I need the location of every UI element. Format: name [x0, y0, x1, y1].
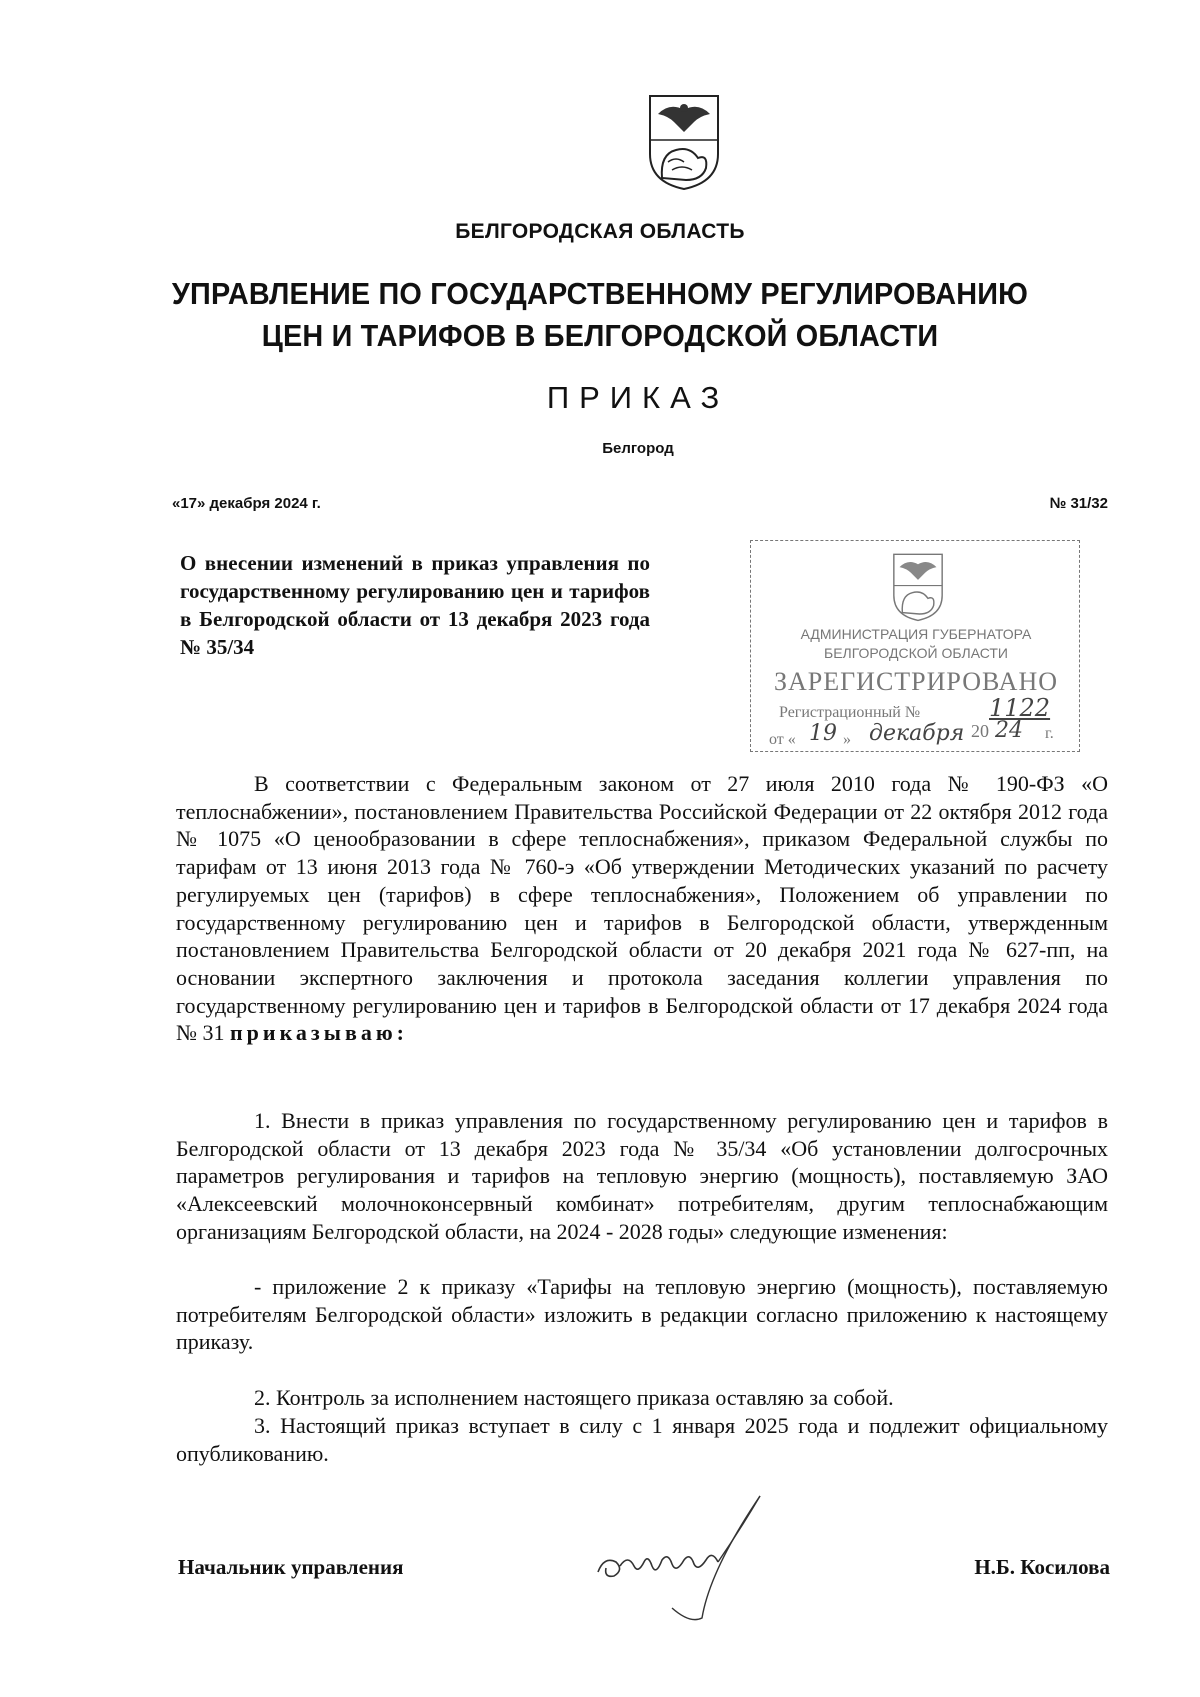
body-paragraph-preamble: [176, 770, 1108, 1047]
stamp-reg-number: 1122: [989, 694, 1051, 722]
order-date: «17» декабря 2024 г.: [172, 495, 321, 512]
body-paragraph-item3: 3. Настоящий приказ вступает в силу с 1 января 2025 года и подлежит официальному опубликованию.: [176, 1413, 1108, 1466]
handwritten-signature: [590, 1490, 770, 1640]
preamble-text: В соответствии с Федеральным законом от 27 июля 2010 года № 190-ФЗ «О теплоснабжении», постановлением Правительства Российской Федерации от 22 октября 2012 года № 1075 «О ценообразовании в сфере теплоснабжения», приказом Федеральной службы по тарифам от 13 июня 2013 года № 760-э «Об утверждении Методических указаний по расчету регулируемых цен (тарифов) в сфере теплоснабжения», Положением об управлении по государственному регулированию цен и тарифов в Белгородской области, утвержденным постановлением Правительства Белгородской области от 20 декабря 2021 года № 627-пп, на основании экспертного заключения и протокола заседания коллегии управления по государственному регулированию цен и тарифов в Белгородской области от 17 декабря 2024 года № 31: [176, 771, 1108, 1046]
order-number: № 31/32: [1049, 495, 1108, 512]
signatory-name: Н.Б. Косилова: [974, 1555, 1110, 1579]
stamp-reg-number-label: Регистрационный №: [779, 704, 921, 721]
stamp-registered-label: ЗАРЕГИСТРИРОВАНО: [774, 667, 1058, 696]
stamp-date-year-prefix: 20: [971, 721, 989, 741]
stamp-date-separator: »: [843, 731, 851, 748]
stamp-date-day: 19: [809, 721, 837, 746]
order-subject: О внесении изменений в приказ управления по государственному регулированию цен и тарифов в Белгородской области от 13 декабря 2023 года № 35/34: [180, 551, 650, 659]
stamp-authority-line2: БЕЛГОРОДСКОЙ ОБЛАСТИ: [824, 645, 1008, 661]
order-keyword: приказываю:: [230, 1020, 408, 1046]
stamp-date-prefix: от «: [769, 731, 796, 748]
registration-stamp: [750, 540, 1080, 752]
stamp-date-year-suffix: 24: [995, 718, 1023, 743]
body-paragraph-item1-detail: - приложение 2 к приказу «Тарифы на тепловую энергию (мощность), поставляемую потребителям Белгородской области» изложить в редакции согласно приложению к настоящему приказу.: [176, 1274, 1108, 1355]
organization-name-line1: УПРАВЛЕНИЕ ПО ГОСУДАРСТВЕННОМУ РЕГУЛИРОВАНИЮ: [171, 276, 1029, 311]
belgorod-coat-of-arms-icon: [891, 551, 945, 623]
belgorod-coat-of-arms-icon: [646, 92, 722, 192]
stamp-authority-line1: АДМИНИСТРАЦИЯ ГУБЕРНАТОРА: [800, 626, 1032, 642]
body-paragraph-item2: 2. Контроль за исполнением настоящего приказа оставляю за собой.: [254, 1385, 894, 1410]
region-name: БЕЛГОРОДСКАЯ ОБЛАСТЬ: [455, 220, 745, 243]
document-type: ПРИКАЗ: [546, 380, 730, 415]
stamp-date-year-end: г.: [1045, 725, 1054, 742]
organization-name-line2: ЦЕН И ТАРИФОВ В БЕЛГОРОДСКОЙ ОБЛАСТИ: [261, 318, 939, 353]
signatory-title: Начальник управления: [178, 1555, 404, 1579]
stamp-date-month: декабря: [869, 721, 965, 746]
body-paragraph-item1: 1. Внести в приказ управления по государственному регулированию цен и тарифов в Белгородской области от 13 декабря 2023 года № 35/34 «Об установлении долгосрочных параметров регулирования и тарифов на тепловую энергию (мощность), поставляемую ЗАО «Алексеевский молочноконсервный комбинат» потребителям, другим теплоснабжающим организациям Белгородской области, на 2024 - 2028 годы» следующие изменения:: [176, 1108, 1108, 1244]
city: Белгород: [602, 440, 674, 457]
